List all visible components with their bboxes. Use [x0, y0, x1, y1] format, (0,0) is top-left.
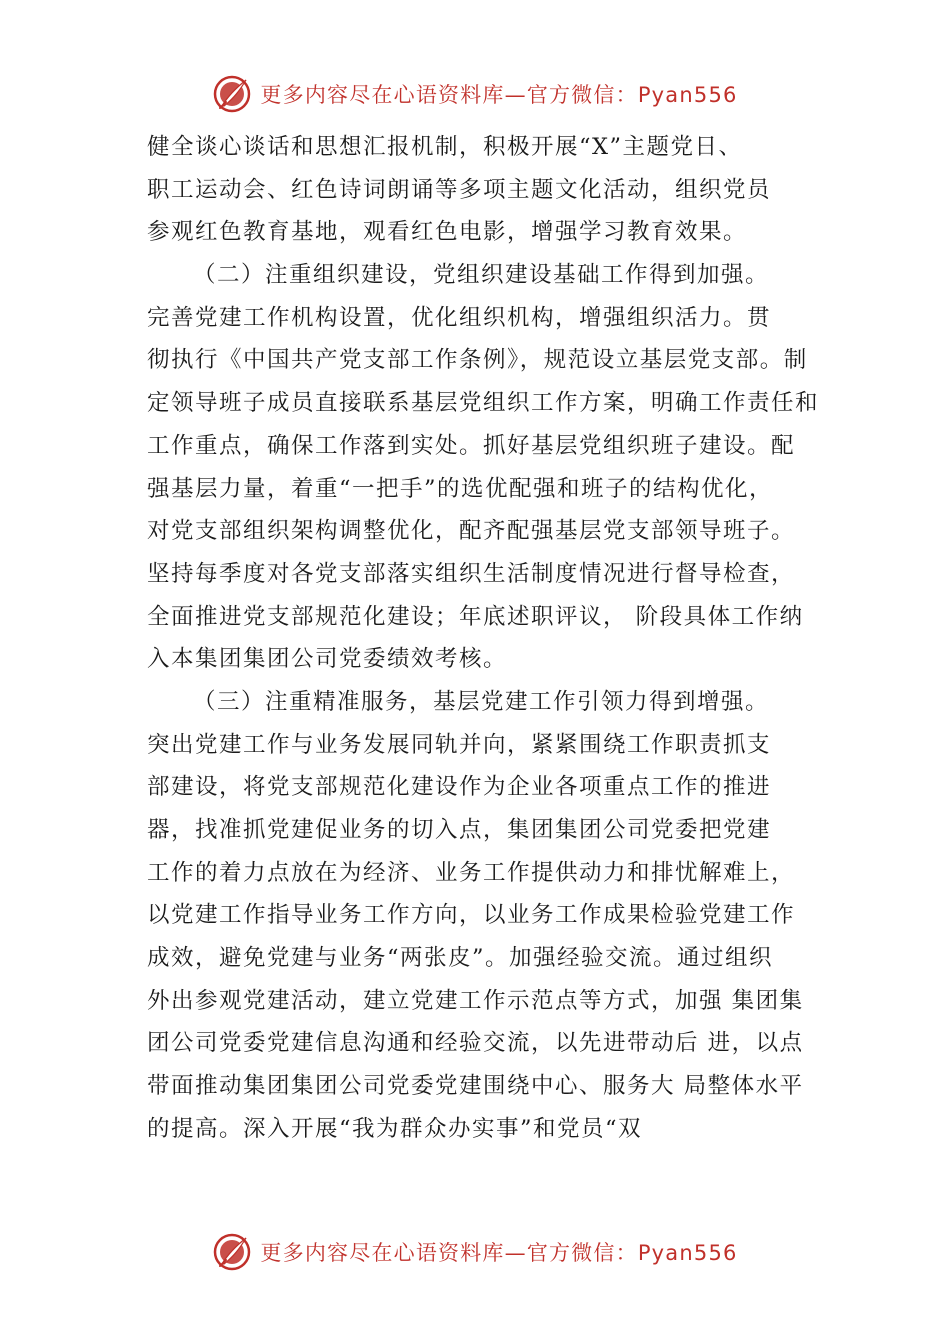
text-line: 入本集团集团公司党委绩效考核。: [147, 646, 508, 673]
text-line: 彻执行《中国共产党支部工作条例》，规范设立基层党支部。制: [147, 347, 808, 374]
text-line: 工作重点，确保工作落到实处。抓好基层党组织班子建设。配: [147, 432, 796, 459]
text-line: 突出党建工作与业务发展同轨并向，紧紧围绕工作职责抓支: [147, 731, 772, 758]
text-line: 工作的着力点放在为经济、业务工作提供动力和排忧解难上，: [147, 859, 796, 886]
text-line: 成效，避免党建与业务“两张皮”。加强经验交流。通过组织: [147, 945, 774, 972]
text-line: 定领导班子成员直接联系基层党组织工作方案，明确工作责任和: [147, 390, 820, 417]
text-line: 带面推动集团集团公司党委党建围绕中心、服务大 局整体水平: [147, 1073, 804, 1100]
header-watermark-text: 更多内容尽在心语资料库—官方微信：Pyan556: [260, 83, 738, 107]
section-heading: （二）注重组织建设，党组织建设基础工作得到加强。: [193, 262, 770, 289]
footer-watermark-text: 更多内容尽在心语资料库—官方微信：Pyan556: [260, 1241, 738, 1265]
text-line: 外出参观党建活动，建立党建工作示范点等方式，加强 集团集: [147, 987, 804, 1014]
text-line: 全面推进党支部规范化建设；年底述职评议， 阶段具体工作纳: [147, 603, 804, 630]
text-line: 完善党建工作机构设置，优化组织机构，增强组织活力。贯: [147, 304, 772, 331]
header-watermark: [0, 68, 950, 120]
text-line: 对党支部组织架构调整优化，配齐配强基层党支部领导班子。: [147, 518, 796, 545]
text-line: 健全谈心谈话和思想汇报机制，积极开展“X”主题党日、: [147, 134, 743, 160]
quill-logo-icon: [212, 1232, 252, 1272]
text-line: 的提高。深入开展“我为群众办实事”和党员“双: [147, 1115, 643, 1142]
text-line: 参观红色教育基地，观看红色电影，增强学习教育效果。: [147, 219, 748, 246]
text-line: 器，找准抓党建促业务的切入点，集团集团公司党委把党建: [147, 817, 772, 843]
text-line: 以党建工作指导业务工作方向，以业务工作成果检验党建工作: [147, 902, 796, 929]
document-body: [147, 126, 837, 1151]
section-heading: （三）注重精准服务，基层党建工作引领力得到增强。: [193, 688, 770, 715]
text-line: 强基层力量，着重“一把手”的选优配强和班子的结构优化，: [147, 475, 774, 502]
text-line: 团公司党委党建信息沟通和经验交流，以先进带动后 进，以点: [147, 1030, 804, 1057]
text-line: 部建设，将党支部规范化建设作为企业各项重点工作的推进: [147, 774, 772, 801]
text-line: 职工运动会、红色诗词朗诵等多项主题文化活动，组织党员: [147, 176, 772, 203]
footer-watermark: [0, 1226, 950, 1278]
quill-logo-icon: [212, 74, 252, 114]
text-line: 坚持每季度对各党支部落实组织生活制度情况进行督导检查，: [147, 560, 796, 587]
